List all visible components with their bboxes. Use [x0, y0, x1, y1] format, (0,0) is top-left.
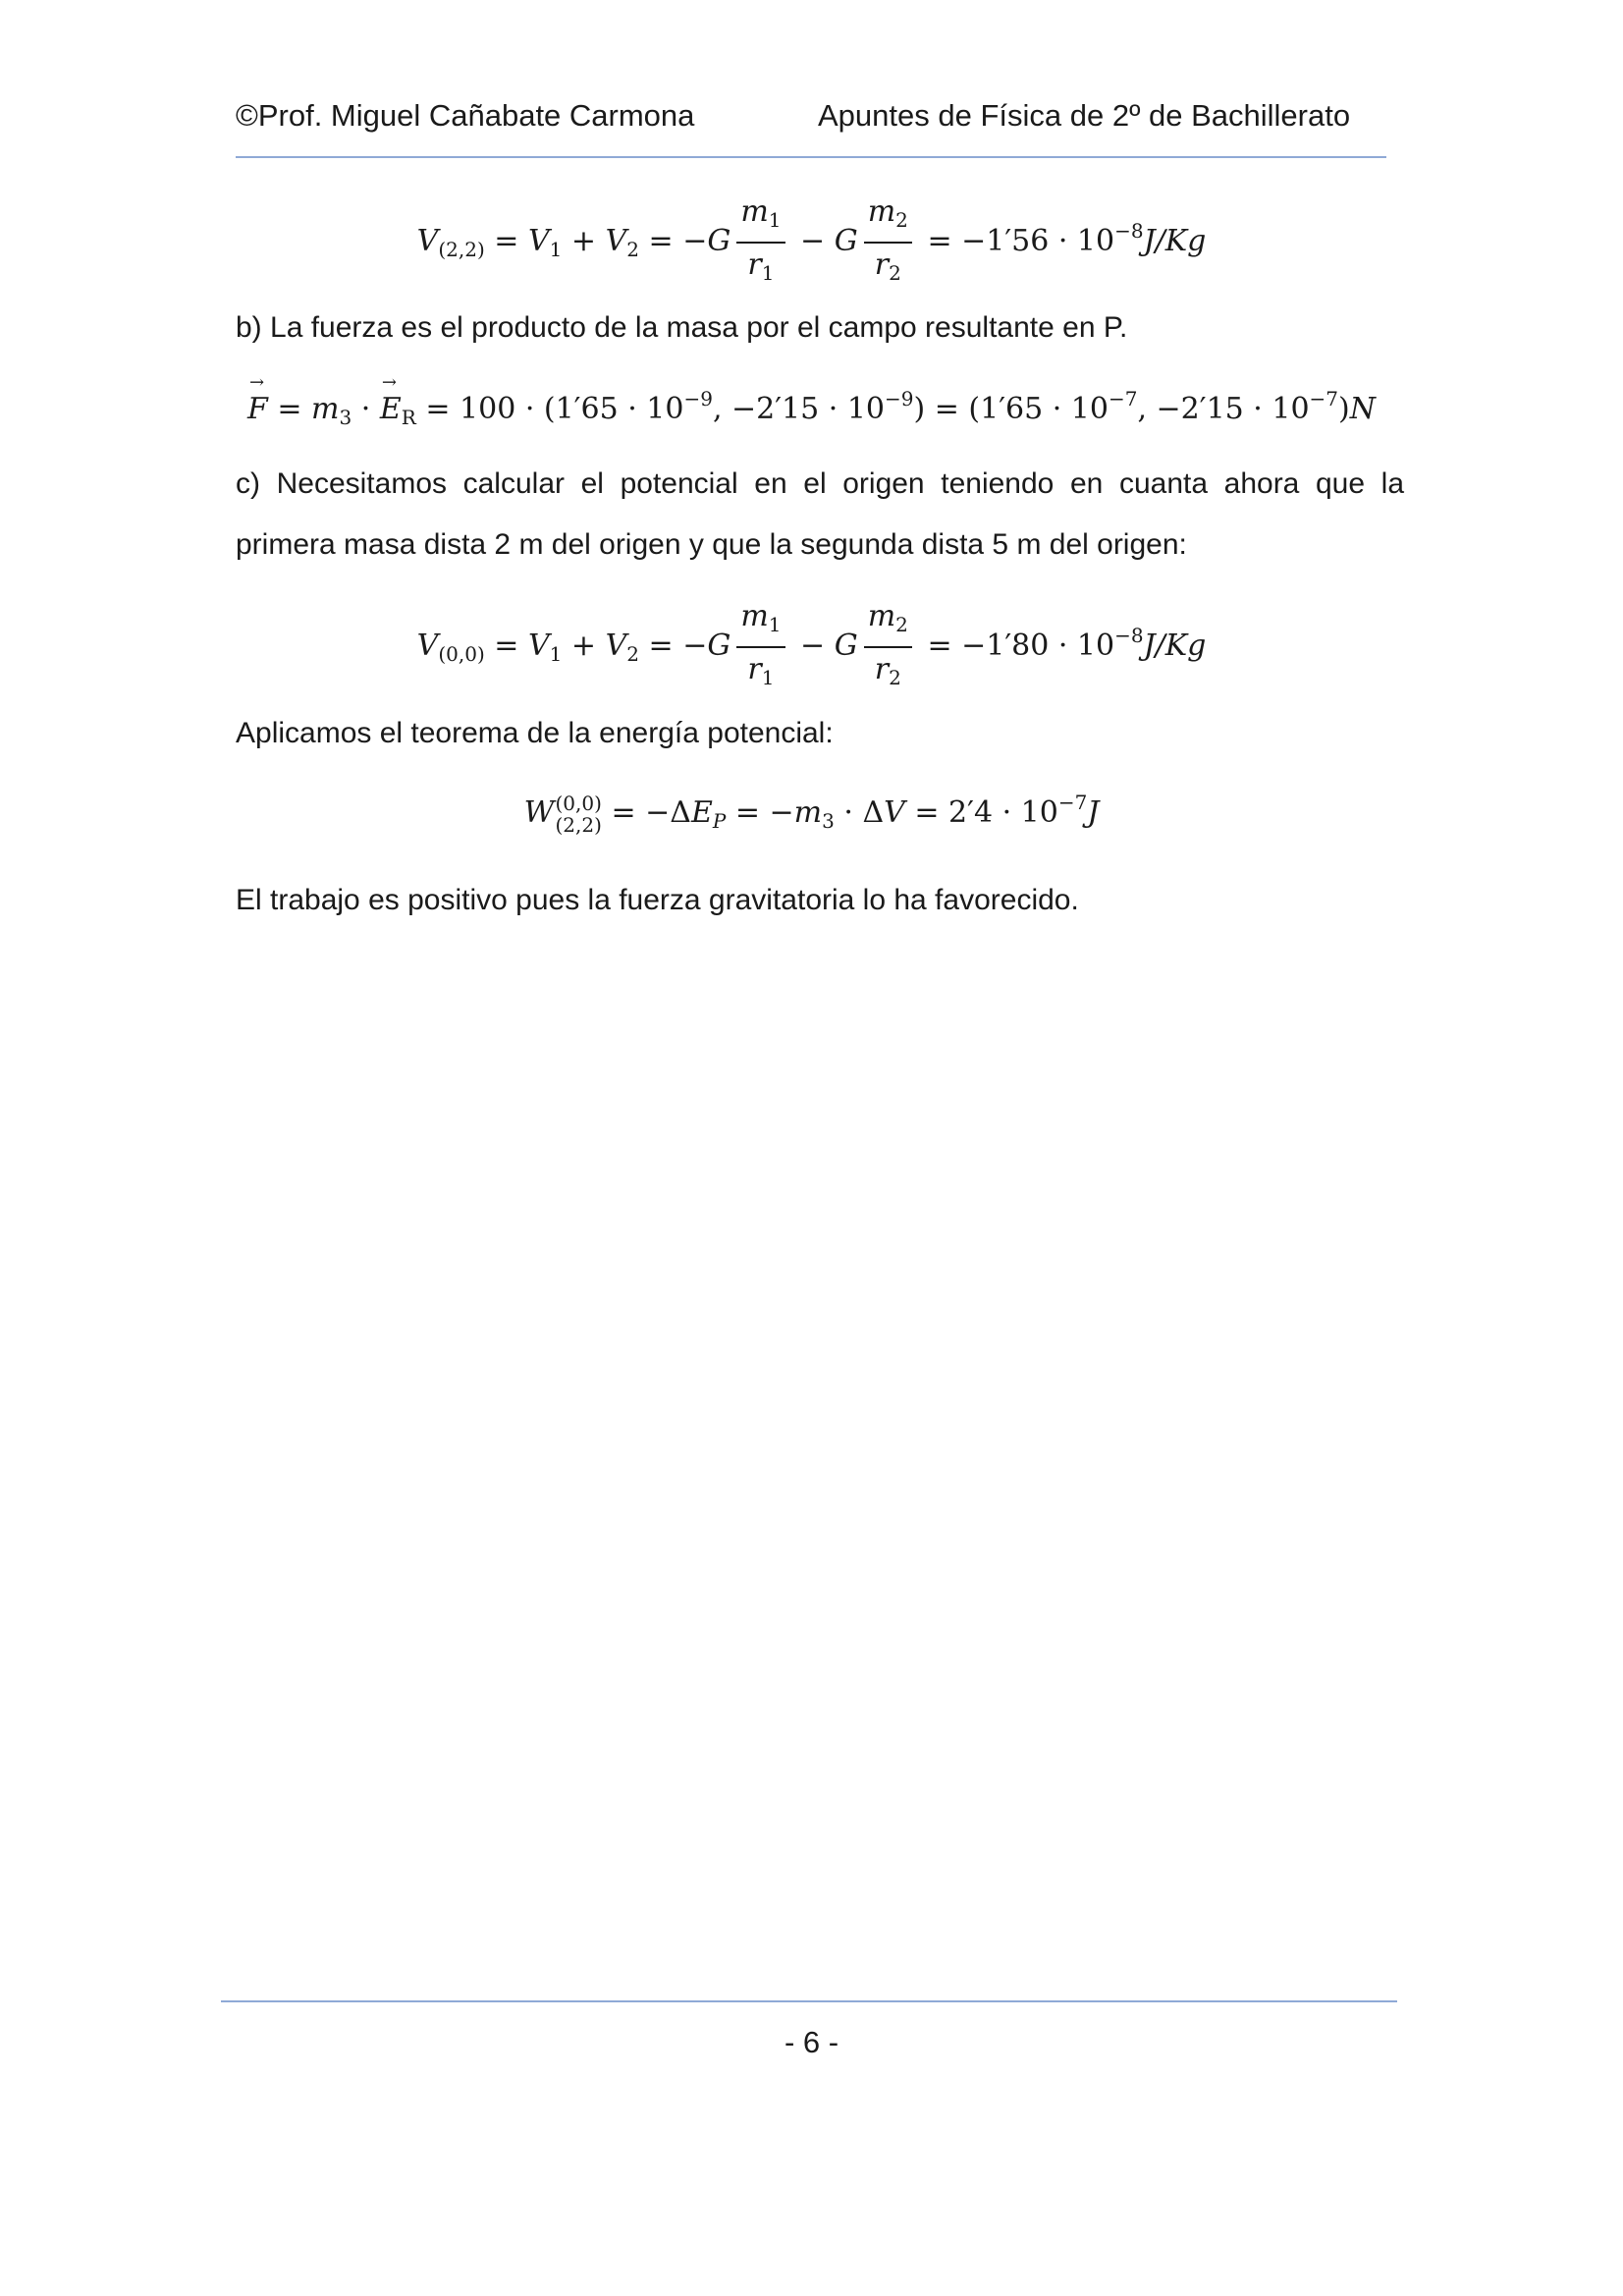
header-divider: [236, 156, 1386, 158]
equation-force: → $F = m_3$ · → $E_R = 100 \cdot (1'65 \cdot 10^{-9}$, $-2'15 \cdot 10^{-9}) = (1'65 \cdot 10^{-7}$, $-2'15 \cdot 10^{-7})N$: [0, 387, 1623, 429]
page-number: - 6 -: [784, 2025, 839, 2059]
header-course: Apuntes de Física de 2º de Bachillerato: [818, 98, 1351, 133]
paragraph-e: El trabajo es positivo pues la fuerza gravitatoria lo ha favorecido.: [236, 884, 1079, 916]
header-author: ©Prof. Miguel Cañabate Carmona: [236, 98, 695, 133]
equation-work: W (0,0) (2,2) = $-\Delta E_P = -m_3 \cdot \Delta V = 2'4 \cdot 10^{-7}J$: [523, 791, 1100, 837]
equation-potential-2-2: $V_{(2,2)} = V_1 + V_2 = -G$ $\frac{m_1}{r_1}$ − G $\frac{m_2}{r_2}$ = $-1'56 \cdot 10^{-8}J/Kg$: [416, 194, 1207, 285]
paragraph-b: b) La fuerza es el producto de la masa por el campo resultante en P.: [236, 311, 1128, 344]
paragraph-c: c) Necesitamos calcular el potencial en el origen teniendo en cuanta ahora que la primera masa dista 2 m del origen y que la segunda dista 5 m del origen:: [236, 467, 1404, 561]
footer-divider: [221, 2000, 1397, 2002]
paragraph-d: Aplicamos el teorema de la energía potencial:: [236, 717, 834, 749]
equation-potential-origin: $V_{(0,0)} = V_1 + V_2 = -G$ $\frac{m_1}{r_1}$ − G $\frac{m_2}{r_2}$ = $-1'80 \cdot 10^{-8}J/Kg$: [416, 599, 1207, 689]
